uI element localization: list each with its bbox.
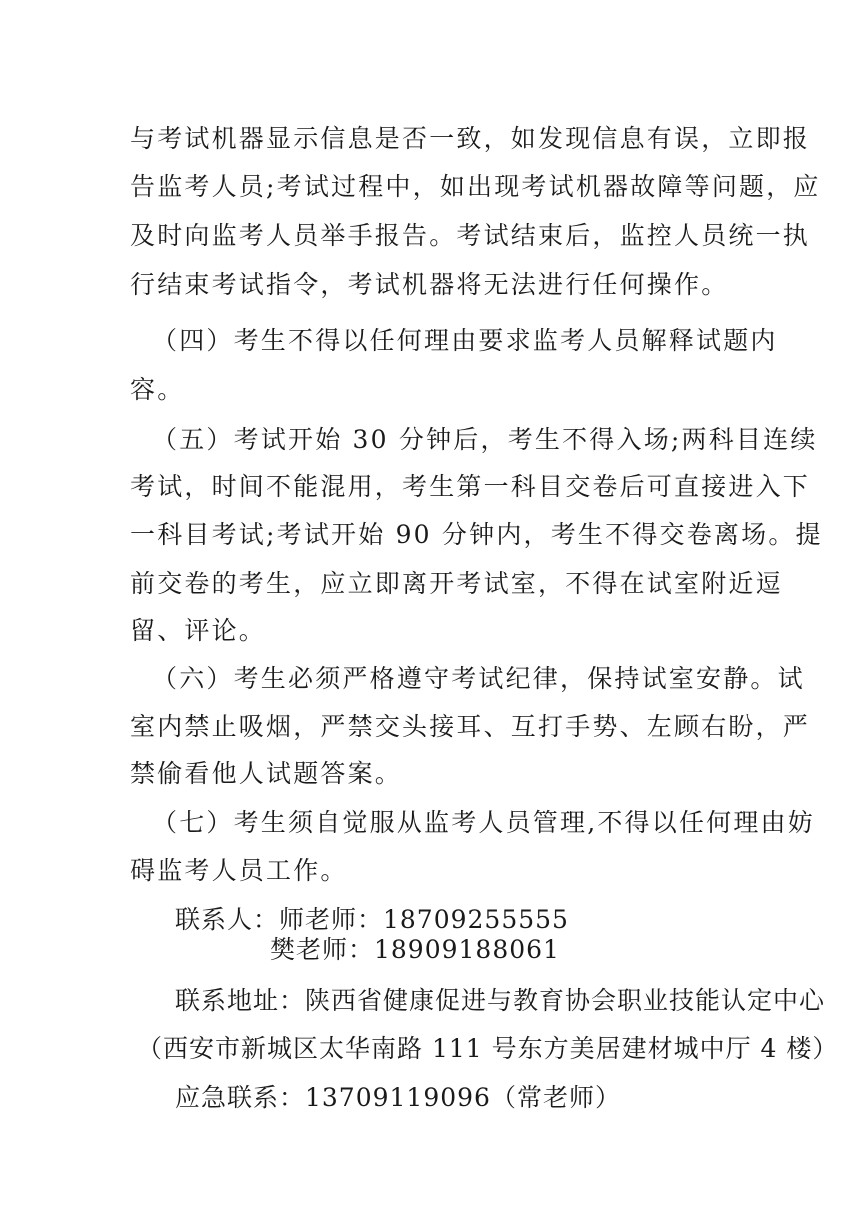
paragraph-line: 与考试机器显示信息是否一致，如发现信息有误，立即报	[130, 124, 811, 153]
item-five-heading: （五）考试开始 30 分钟后，考生不得入场;两科目连续	[152, 425, 818, 454]
contact-address-detail: （西安市新城区太华南路 111 号东方美居建材城中厅 4 楼）	[137, 1034, 839, 1063]
paragraph-line: 碍监考人员工作。	[130, 856, 348, 885]
paragraph-line: 禁偷看他人试题答案。	[130, 759, 403, 788]
paragraph-line: 一科目考试;考试开始 90 分钟内，考生不得交卷离场。提	[130, 520, 823, 549]
paragraph-line: 室内禁止吸烟，严禁交头接耳、互打手势、左顾右盼，严	[130, 712, 811, 741]
contact-person-line: 联系人：师老师：18709255555	[175, 905, 569, 934]
paragraph-line: 容。	[130, 375, 185, 404]
paragraph-line: 行结束考试指令，考试机器将无法进行任何操作。	[130, 270, 729, 299]
item-six-heading: （六）考生必须严格遵守考试纪律，保持试室安静。试	[152, 664, 805, 693]
emergency-contact: 应急联系：13709119096（常老师）	[175, 1083, 621, 1112]
paragraph-line: 留、评论。	[130, 616, 267, 645]
paragraph-line: 前交卷的考生，应立即离开考试室，不得在试室附近逗	[130, 569, 783, 598]
item-seven-heading: （七）考生须自觉服从监考人员管理,不得以任何理由妨	[152, 808, 815, 837]
paragraph-line: 及时向监考人员举手报告。考试结束后，监控人员统一执	[130, 221, 811, 250]
contact-person-line: 樊老师：18909188061	[270, 935, 560, 964]
item-four-heading: （四）考生不得以任何理由要求监考人员解释试题内	[152, 326, 778, 355]
paragraph-line: 考试，时间不能混用，考生第一科目交卷后可直接进入下	[130, 472, 811, 501]
paragraph-line: 告监考人员;考试过程中，如出现考试机器故障等问题，应	[130, 172, 821, 201]
contact-address: 联系地址：陕西省健康促进与教育协会职业技能认定中心	[175, 986, 826, 1015]
